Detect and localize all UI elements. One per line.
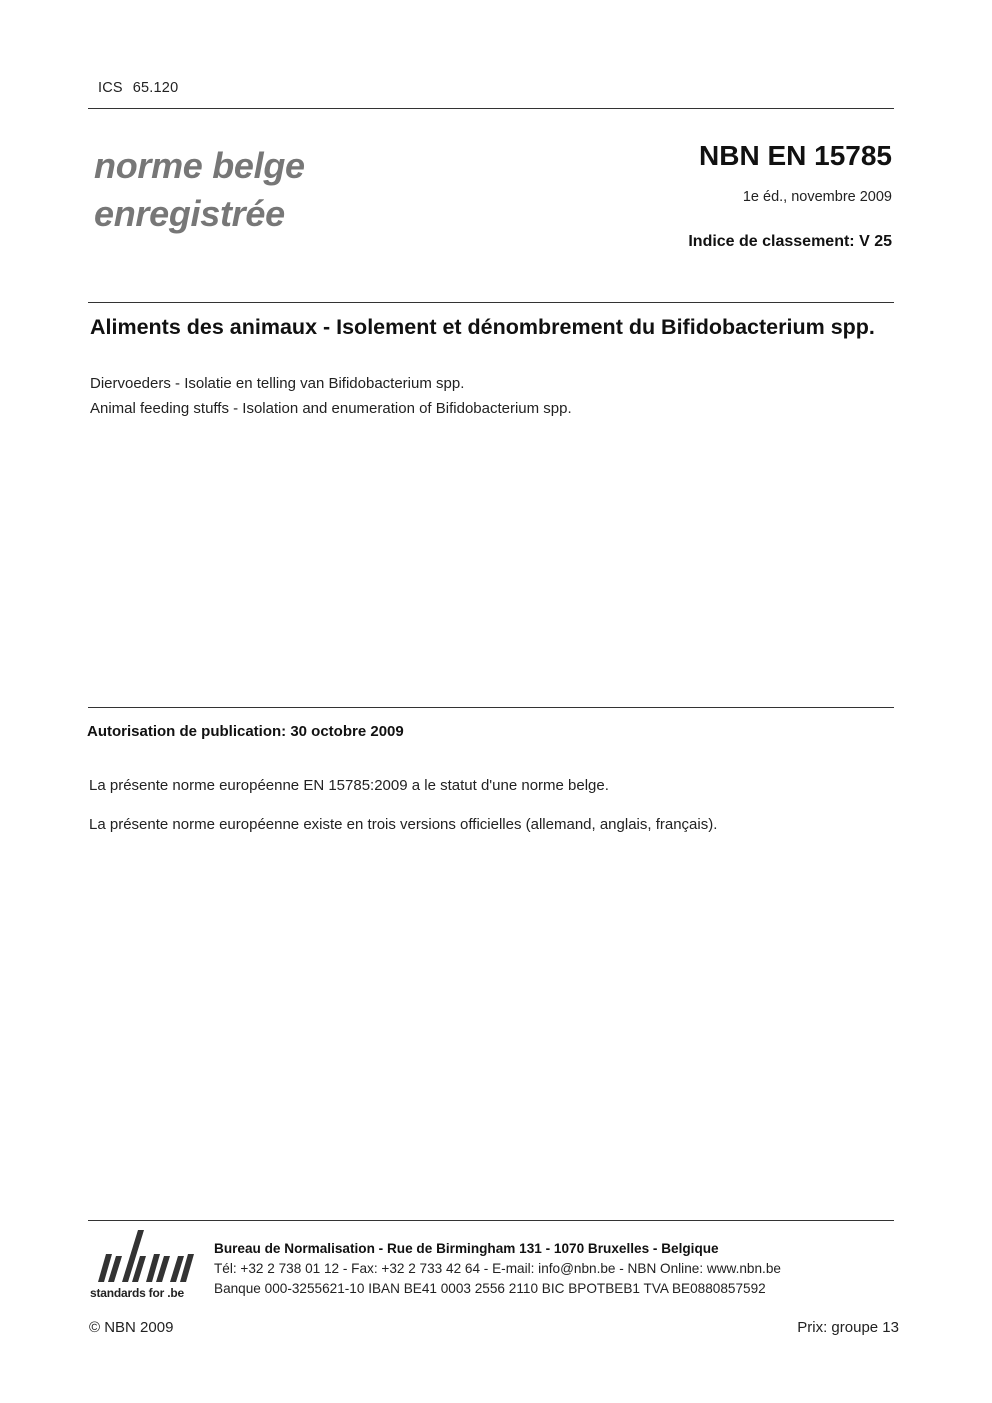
brand-line-2: enregistrée	[94, 193, 285, 234]
brand-title	[94, 142, 305, 238]
publication-authorisation: Autorisation de publication: 30 octobre 2009	[87, 723, 404, 740]
nbn-logo	[88, 1226, 200, 1306]
title-divider	[88, 302, 894, 303]
price-group: Prix: groupe 13	[797, 1319, 899, 1336]
status-paragraph: La présente norme européenne EN 15785:2009 a le statut d'une norme belge.	[89, 777, 609, 794]
title-english: Animal feeding stuffs - Isolation and enumeration of Bifidobacterium spp.	[90, 400, 572, 417]
ics-label: ICS	[98, 80, 123, 96]
nbn-logo-mark	[88, 1226, 200, 1286]
logo-tagline: standards for .be	[90, 1286, 184, 1300]
classification-index: Indice de classement: V 25	[688, 233, 892, 250]
copyright-notice: © NBN 2009	[89, 1319, 174, 1336]
brand-line-1: norme belge	[94, 145, 305, 186]
standard-number: NBN EN 15785	[699, 140, 892, 171]
title-french: Aliments des animaux - Isolement et dénombrement du Bifidobacterium spp.	[90, 315, 875, 339]
footer-divider	[88, 1220, 894, 1221]
ics-classification	[98, 80, 178, 96]
footer-address: Bureau de Normalisation - Rue de Birmingham 131 - 1070 Bruxelles - Belgique	[214, 1241, 719, 1256]
footer-contact: Tél: +32 2 738 01 12 - Fax: +32 2 733 42 64 - E-mail: info@nbn.be - NBN Online: www.nbn.be	[214, 1261, 781, 1276]
body-divider	[88, 707, 894, 708]
ics-code: 65.120	[132, 80, 179, 96]
footer-bank-details: Banque 000-3255621-10 IBAN BE41 0003 2556 2110 BIC BPOTBEB1 TVA BE0880857592	[214, 1281, 766, 1296]
header-divider	[88, 108, 894, 109]
title-dutch: Diervoeders - Isolatie en telling van Bifidobacterium spp.	[90, 375, 465, 392]
edition-info: 1e éd., novembre 2009	[742, 189, 892, 205]
versions-paragraph: La présente norme européenne existe en trois versions officielles (allemand, anglais, français).	[89, 816, 718, 833]
